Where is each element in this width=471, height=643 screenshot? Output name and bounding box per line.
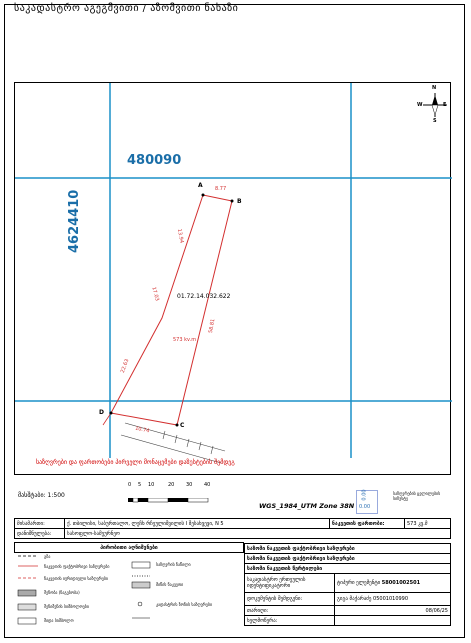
scale-tick-0: 0 xyxy=(128,482,132,488)
address-value: ქ. თბილისი, საბურთალო, ლეჩხ რჩეულიშვილის I შესახვევი, N 5 xyxy=(65,519,330,529)
document-title: საკადასტრო აგეგმვითი / აზომვითი ნახაზი xyxy=(14,3,239,14)
cad-code-value: 58001002501 xyxy=(381,580,421,586)
surveyor-id: 05001010990 xyxy=(373,596,409,602)
sign-field xyxy=(335,616,451,626)
detail-row-2: საზომი ნაკვეთის ფაქტობრივი საზღვრები xyxy=(245,554,451,564)
compass-e: E xyxy=(443,102,447,108)
cad-code-label: ტიპური ელემენტი xyxy=(337,580,381,586)
parcel-area: 573 kv.m xyxy=(173,337,197,343)
point-a xyxy=(202,194,205,197)
point-d-label: D xyxy=(99,409,104,416)
scale-tick-10: 10 xyxy=(148,482,155,488)
scale-bar-graphic xyxy=(128,498,212,504)
segment-mid-side-label: 17.03 xyxy=(150,286,160,302)
surveyor-label: დოკუმენტის შემდგენი: xyxy=(245,593,335,606)
legend-title: პირობითი აღნიშვნები xyxy=(15,543,244,553)
legend-building: შენობა (ნაგებობა) xyxy=(44,590,80,595)
details-table xyxy=(244,543,451,626)
point-c-label: C xyxy=(180,422,185,429)
map-area xyxy=(14,82,451,475)
segment-ab-label: 8.77 xyxy=(215,186,227,192)
legend-boundary-part: საზღვრის ნაწილი xyxy=(156,562,191,567)
scale-label: მასშტაბი: 1:500 xyxy=(18,492,65,499)
date-value: 08/06/25 xyxy=(335,606,451,616)
detail-row-1: საზომი ნაკვეთის ფაქტობრივი საზღვრები xyxy=(245,544,451,554)
grid-y-label: 4624410 xyxy=(67,189,82,253)
surveyor-name: გიგა მაქარაძე xyxy=(337,596,372,602)
legend-actual-boundary: ნაკვეთის ფაქტობრივი საზღვრები xyxy=(44,564,110,569)
purpose-value: სასოფლო-სამეურნეო xyxy=(65,529,451,539)
date-label: თარიღი: xyxy=(245,606,335,616)
grid-x-label: 480090 xyxy=(127,153,182,168)
point-b xyxy=(231,200,234,203)
area-label: ნაკვეთის ფართობი: xyxy=(330,519,405,529)
point-b-label: B xyxy=(237,198,242,205)
segment-right-side-label: 58.81 xyxy=(207,318,217,334)
legend-legal-boundary: ნაკვეთის იურიდიული საზღვრები xyxy=(44,576,108,581)
scale-bar xyxy=(128,482,212,500)
map-caption: საზღვრები და ფართობები პირველი მონაცემები დაზუსტების შემდეგ xyxy=(36,459,235,466)
cadastral-plan xyxy=(15,83,452,476)
cad-label: საკადასტრო ერთეულის იდენტიფიკატორი xyxy=(245,574,335,593)
scale-tick-30: 30 xyxy=(186,482,193,488)
legend xyxy=(14,552,244,630)
legend-road: გზა xyxy=(44,554,51,559)
info-table xyxy=(14,518,451,539)
purpose-label: დანიშნულება: xyxy=(15,529,65,539)
segment-dc-label: 10.74 xyxy=(134,425,150,435)
scale-tick-5: 5 xyxy=(138,482,142,488)
legend-inner-symbol: შიდა სიმბოლო xyxy=(44,618,74,623)
cadastral-code: 01.72.14.032.622 xyxy=(177,293,231,300)
scale-tick-20: 20 xyxy=(168,482,175,488)
compass-s: S xyxy=(433,118,437,124)
precision-note: საზღვრების ცვლილების სიზუსტე xyxy=(393,491,441,501)
segment-a-side-label: 13.94 xyxy=(175,228,185,244)
precision-stamp xyxy=(356,490,378,514)
scale-tick-40: 40 xyxy=(204,482,211,488)
compass-w: W xyxy=(417,102,423,108)
address-label: მისამართი: xyxy=(15,519,65,529)
detail-row-3: საზომი ნაკვეთის წერტილები xyxy=(245,564,451,574)
point-a-label: A xyxy=(198,182,203,189)
stamp-mid: 0.00 xyxy=(359,504,371,510)
projection-label: WGS_1984_UTM Zone 38N xyxy=(259,502,355,510)
sign-label: ხელმოწერა: xyxy=(245,616,335,626)
segment-low-side-label: 22.63 xyxy=(119,358,131,374)
parcel-boundary xyxy=(111,195,232,425)
legend-note-symbols: შენიშვნის სიმბოლოები xyxy=(44,604,89,609)
compass-n: N xyxy=(432,85,437,91)
legend-land-plot: მიწის ნაკვეთი xyxy=(156,582,184,587)
point-c xyxy=(176,424,179,427)
legend-cadastral-zone: კადასტრის ზონის საზღვრები xyxy=(156,602,213,607)
point-d xyxy=(110,412,113,415)
area-value: 573 კვ.მ xyxy=(405,519,451,529)
stamp-top: 0.00 xyxy=(361,489,368,501)
